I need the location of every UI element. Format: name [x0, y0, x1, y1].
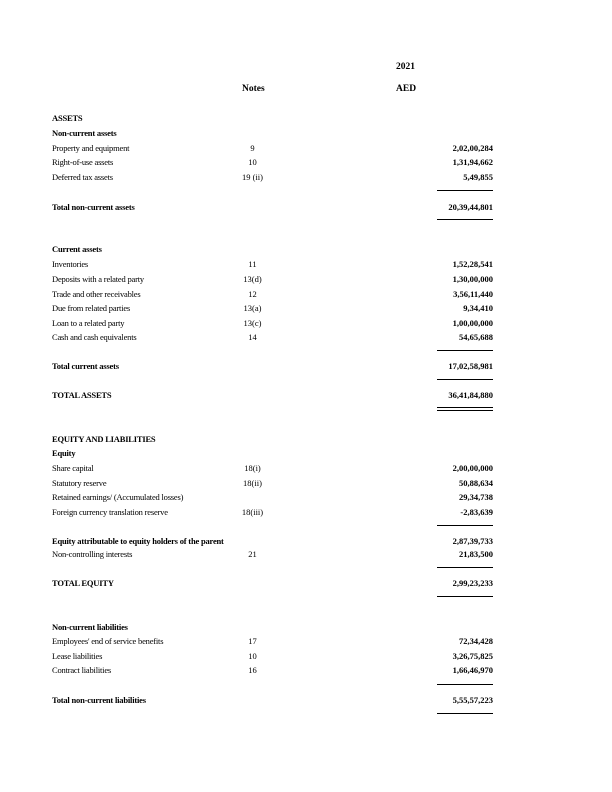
row-note: 17	[248, 636, 257, 646]
row-note: 13(d)	[243, 274, 262, 284]
row-label: Share capital	[52, 463, 94, 473]
row-amount: -2,83,639	[460, 507, 493, 517]
row-amount: 3,56,11,440	[453, 289, 493, 299]
total-current-assets-label: Total current assets	[52, 361, 119, 371]
equity-liabilities-title: EQUITY AND LIABILITIES	[52, 434, 156, 444]
row-amount: 1,30,00,000	[452, 274, 493, 284]
row-label: Deferred tax assets	[52, 172, 113, 182]
row-amount: 1,31,94,662	[452, 157, 493, 167]
row-label: Loan to a related party	[52, 318, 125, 328]
equity-heading: Equity	[52, 448, 76, 458]
non-current-assets-heading: Non-current assets	[52, 128, 117, 138]
subtotal-rule	[437, 350, 493, 351]
row-amount: 5,49,855	[463, 172, 493, 182]
total-non-current-assets-label: Total non-current assets	[52, 202, 135, 212]
row-amount: 1,66,46,970	[452, 665, 493, 675]
year-header: 2021	[396, 62, 415, 72]
row-label: Property and equipment	[52, 143, 130, 153]
row-label: Due from related parties	[52, 303, 131, 313]
row-note: 13(a)	[243, 303, 262, 313]
row-note: 10	[248, 651, 257, 661]
total-equity-amount: 2,99,23,233	[452, 578, 493, 588]
total-current-assets-amount: 17,02,58,981	[448, 361, 493, 371]
subtotal-rule	[437, 190, 493, 191]
total-non-current-assets-amount: 20,39,44,801	[448, 202, 493, 212]
row-label: Deposits with a related party	[52, 274, 144, 284]
total-non-current-liabilities-label: Total non-current liabilities	[52, 695, 146, 705]
row-note: 14	[248, 332, 257, 342]
currency-header: AED	[396, 84, 417, 94]
row-amount: 72,34,428	[459, 636, 493, 646]
subtotal-rule	[437, 684, 493, 685]
row-note: 11	[248, 259, 257, 269]
row-note: 16	[248, 665, 257, 675]
subtotal-rule	[437, 567, 493, 568]
row-label: Cash and cash equivalents	[52, 332, 137, 342]
row-amount: 9,34,410	[463, 303, 493, 313]
row-amount: 1,00,00,000	[452, 318, 493, 328]
total-non-current-liabilities-amount: 5,55,57,223	[452, 695, 493, 705]
row-amount: 29,34,738	[459, 492, 493, 502]
notes-column-header: Notes	[242, 84, 265, 94]
row-amount: 50,88,634	[459, 478, 493, 488]
row-label: Statutory reserve	[52, 478, 107, 488]
row-label: Right-of-use assets	[52, 157, 114, 167]
row-note: 19 (ii)	[241, 172, 263, 182]
row-label: Contract liabilities	[52, 665, 112, 675]
subtotal-rule	[437, 219, 493, 220]
row-note: 12	[248, 289, 257, 299]
subtotal-rule	[437, 525, 493, 526]
assets-title: ASSETS	[52, 113, 83, 123]
subtotal-rule	[437, 379, 493, 380]
row-label: Lease liabilities	[52, 651, 103, 661]
total-assets-amount: 36,41,84,880	[448, 390, 493, 400]
row-note: 13(c)	[243, 318, 262, 328]
row-note: 18(i)	[244, 463, 261, 473]
nci-amount: 21,83,500	[459, 549, 493, 559]
row-label: Foreign currency translation reserve	[52, 507, 168, 517]
row-label: Retained earnings/ (Accumulated losses)	[52, 492, 184, 502]
row-note: 18(ii)	[243, 478, 262, 488]
current-assets-heading: Current assets	[52, 244, 102, 254]
subtotal-rule	[437, 596, 493, 597]
non-current-liabilities-heading: Non-current liabilities	[52, 622, 128, 632]
row-label: Inventories	[52, 259, 89, 269]
row-amount: 2,00,00,000	[452, 463, 493, 473]
row-amount: 3,26,75,825	[452, 651, 493, 661]
row-note: 9	[250, 143, 255, 153]
subtotal-rule	[437, 713, 493, 714]
row-label: Employees' end of service benefits	[52, 636, 164, 646]
nci-label: Non-controlling interests	[52, 549, 133, 559]
row-label: Trade and other receivables	[52, 289, 141, 299]
double-total-rule	[437, 407, 493, 411]
equity-attributable-label: Equity attributable to equity holders of the parent	[52, 536, 224, 546]
row-amount: 2,02,00,284	[452, 143, 493, 153]
nci-note: 21	[248, 549, 257, 559]
row-amount: 1,52,28,541	[452, 259, 493, 269]
row-amount: 54,65,688	[459, 332, 493, 342]
total-assets-label: TOTAL ASSETS	[52, 390, 112, 400]
row-note: 18(iii)	[241, 507, 264, 517]
total-equity-label: TOTAL EQUITY	[52, 578, 114, 588]
equity-attributable-amount: 2,87,39,733	[452, 536, 493, 546]
row-note: 10	[248, 157, 257, 167]
